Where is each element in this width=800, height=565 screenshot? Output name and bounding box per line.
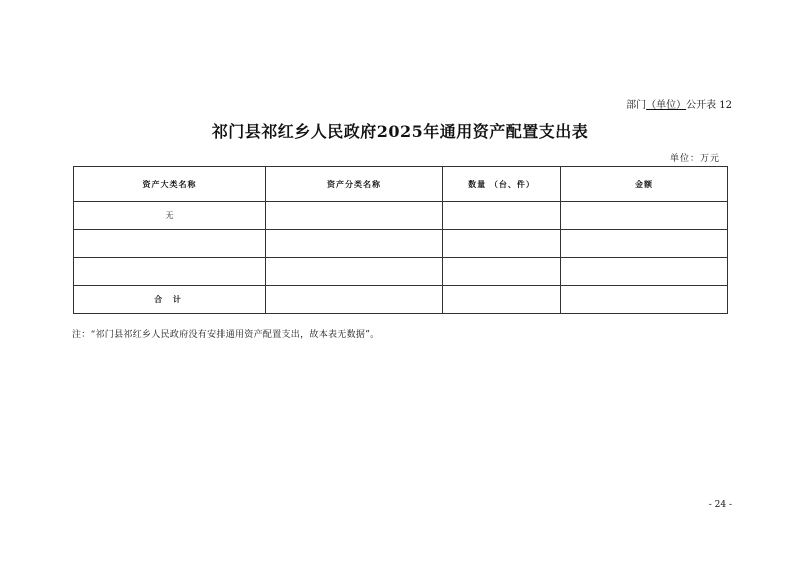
table-cell (443, 202, 561, 230)
table-number-label (626, 96, 732, 111)
table-cell (443, 230, 561, 258)
table-cell (561, 258, 728, 286)
table-row (74, 230, 728, 258)
asset-table (73, 166, 728, 314)
footnote: 注：“祁门县祁红乡人民政府没有安排通用资产配置支出，故本表无数据”。 (72, 330, 380, 340)
page-title: 祁门县祁红乡人民政府2025年通用资产配置支出表 (211, 122, 589, 141)
page-number: - 24 - (708, 500, 732, 510)
table-cell: 无 (74, 202, 266, 230)
public-table-label: 公开表 12 (686, 100, 732, 111)
unit-label: 单位：万元 (669, 154, 720, 164)
dept-label: 部门 (626, 100, 647, 111)
table-cell (561, 202, 728, 230)
table-cell (561, 286, 728, 314)
total-label: 合 计 (74, 286, 266, 314)
table-cell (266, 286, 443, 314)
col-header-asset-class: 资产分类名称 (266, 167, 443, 202)
col-header-amount: 金额 (561, 167, 728, 202)
col-header-asset-category: 资产大类名称 (74, 167, 266, 202)
col-header-quantity: 数量 （台、件） (443, 167, 561, 202)
table-cell (266, 258, 443, 286)
table-cell (561, 230, 728, 258)
table-row (74, 258, 728, 286)
unit-label-underlined: （单位） (646, 100, 687, 111)
table-cell (266, 230, 443, 258)
table-cell (74, 258, 266, 286)
table-cell (443, 286, 561, 314)
table-header-row (74, 167, 728, 202)
total-row (74, 286, 728, 314)
table-cell (443, 258, 561, 286)
table-cell (266, 202, 443, 230)
table-cell (74, 230, 266, 258)
table-row (74, 202, 728, 230)
